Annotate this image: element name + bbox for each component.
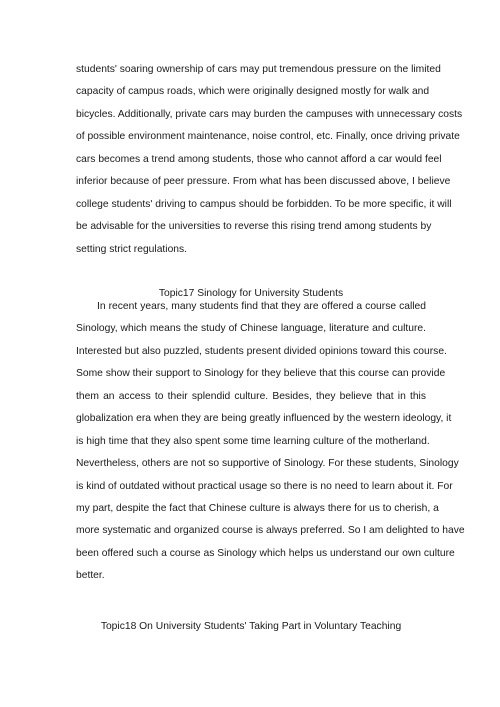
text-line: Some show their support to Sinology for they believe that this course can provide	[76, 368, 446, 380]
text-line: of possible environment maintenance, noise control, etc. Finally, once driving private	[76, 131, 460, 143]
text-line: be advisable for the universities to reverse this rising trend among students by	[76, 221, 432, 233]
text-line: capacity of campus roads, which were originally designed mostly for walk and	[76, 86, 430, 98]
paragraph-sinology	[76, 296, 465, 588]
text-line: is high time that they also spent some time learning culture of the motherland.	[76, 435, 430, 447]
text-line: been offered such a course as Sinology which helps us understand our own culture	[76, 547, 455, 559]
text-line: Nevertheless, others are not so supportive of Sinology. For these students, Sinology	[76, 458, 459, 470]
text-line: my part, despite the fact that Chinese culture is always there for us to cherish, a	[76, 502, 439, 514]
text-line: Sinology, which means the study of Chinese language, literature and culture.	[76, 323, 426, 335]
text-line: Interested but also puzzled, students present divided opinions toward this course.	[76, 345, 447, 357]
paragraph-car-restriction	[76, 59, 463, 261]
text-line: college students' driving to campus should be forbidden. To be more specific, it will	[76, 198, 452, 210]
text-line: them an access to their splendid culture. Besides, they believe that in this	[76, 390, 426, 402]
topic18-heading: Topic18 On University Students' Taking Part in Voluntary Teaching	[100, 621, 402, 632]
text-line: In recent years, many students find that they are offered a course called	[97, 301, 426, 312]
text-line: bicycles. Additionally, private cars may burden the campuses with unnecessary costs	[76, 108, 463, 120]
text-line: students' soaring ownership of cars may put tremendous pressure on the limited	[76, 64, 441, 75]
text-line: better.	[76, 570, 105, 582]
text-line: globalization era when they are being greatly influenced by the western ideology, it	[76, 413, 452, 425]
topic17-heading: Topic17 Sinology for University Students	[158, 288, 344, 299]
text-line: is kind of outdated without practical usage so there is no need to learn about it. For	[76, 480, 453, 492]
text-line: cars becomes a trend among students, those who cannot afford a car would feel	[76, 153, 442, 165]
text-line: inferior because of peer pressure. From what has been discussed above, I believe	[76, 176, 451, 188]
text-line: setting strict regulations.	[76, 243, 188, 255]
text-line: more systematic and organized course is always preferred. So I am delighted to have	[76, 525, 465, 537]
